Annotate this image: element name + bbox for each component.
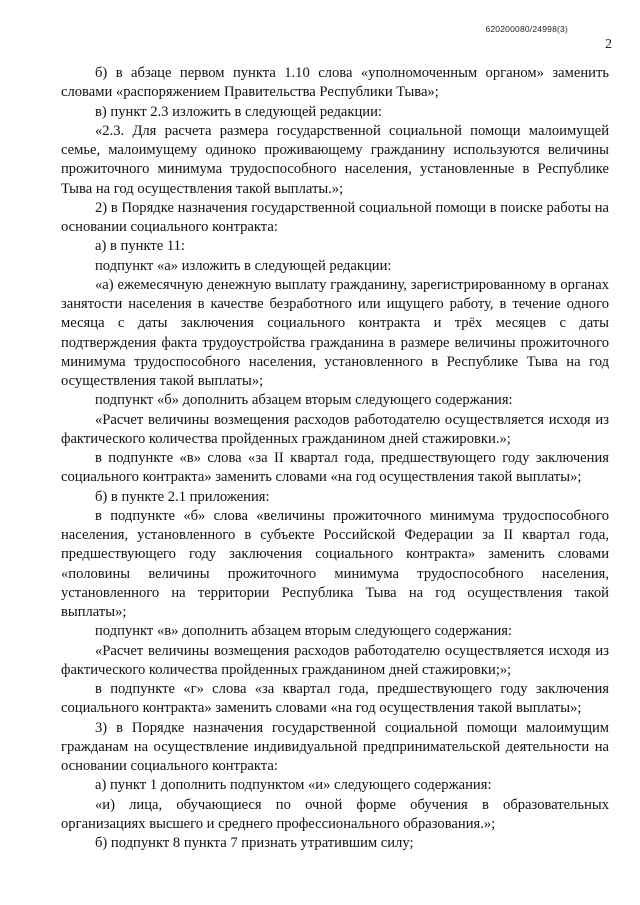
paragraph: в подпункте «б» слова «величины прожиточного минимума трудоспособного населения, установленного в субъекте Российской Федерации за II квартал года, предшествующего году заключения социального контракта» заменить словами «половины величины прожиточного минимума трудоспособного населения, установленного на территории Республика Тыва на год осуществления такой выплаты»; (61, 507, 609, 620)
paragraph: б) подпункт 8 пункта 7 признать утратившим силу; (95, 835, 414, 851)
paragraph: «а) ежемесячную денежную выплату гражданину, зарегистрированному в органах занятости населения в качестве безработного или ищущего работу, в течение одного месяца с даты заключения социального контракта и трёх месяцев с даты подтверждения факта трудоустройства гражданина в размере величины прожиточного минимума трудоспособного населения, установленного в Республике Тыва на год осуществления такой выплаты»; (61, 276, 609, 389)
document-body (61, 64, 609, 853)
paragraph: подпункт «б» дополнить абзацем вторым следующего содержания: (95, 392, 513, 409)
paragraph: «Расчет величины возмещения расходов работодателю осуществляется исходя из фактического количества пройденных гражданином дней стажировки;»; (61, 642, 609, 678)
document-code: 620200080/24998(3) (485, 24, 568, 34)
paragraph: б) в пункте 2.1 приложения: (95, 488, 270, 505)
paragraph: 2) в Порядке назначения государственной социальной помощи в поиске работы на основании социального контракта: (61, 199, 609, 235)
paragraph: 3) в Порядке назначения государственной социальной помощи малоимущим гражданам на осуществление индивидуальной предпринимательской деятельности на основании социального контракта: (61, 719, 609, 774)
paragraph: «2.3. Для расчета размера государственной социальной помощи малоимущей семье, малоимущему одиноко проживающему гражданину используются величины прожиточного минимума трудоспособного населения, установленные в Республике Тыва на год осуществления такой выплаты.»; (61, 122, 609, 197)
paragraph: подпункт «а» изложить в следующей редакции: (95, 257, 392, 274)
paragraph: подпункт «в» дополнить абзацем вторым следующего содержания: (95, 623, 513, 640)
paragraph: в подпункте «г» слова «за квартал года, предшествующего году заключения социального контракта» заменить словами «на год осуществления такой выплаты»; (61, 681, 609, 717)
paragraph: «и) лица, обучающиеся по очной форме обучения в образовательных организациях высшего и среднего профессионального образования.»; (61, 796, 609, 832)
paragraph: «Расчет величины возмещения расходов работодателю осуществляется исходя из фактического количества пройденных гражданином дней стажировки.»; (61, 411, 609, 447)
paragraph: в) пункт 2.3 изложить в следующей редакции: (95, 103, 382, 120)
paragraph: б) в абзаце первом пункта 1.10 слова «уполномоченным органом» заменить словами «распоряжением Правительства Республики Тыва»; (61, 65, 609, 101)
paragraph: а) в пункте 11: (95, 238, 185, 255)
page-number: 2 (605, 37, 612, 52)
paragraph: в подпункте «в» слова «за II квартал года, предшествующего году заключения социального контракта» заменить словами «на год осуществления такой выплаты»; (61, 450, 609, 486)
paragraph: а) пункт 1 дополнить подпунктом «и» следующего содержания: (95, 777, 492, 794)
